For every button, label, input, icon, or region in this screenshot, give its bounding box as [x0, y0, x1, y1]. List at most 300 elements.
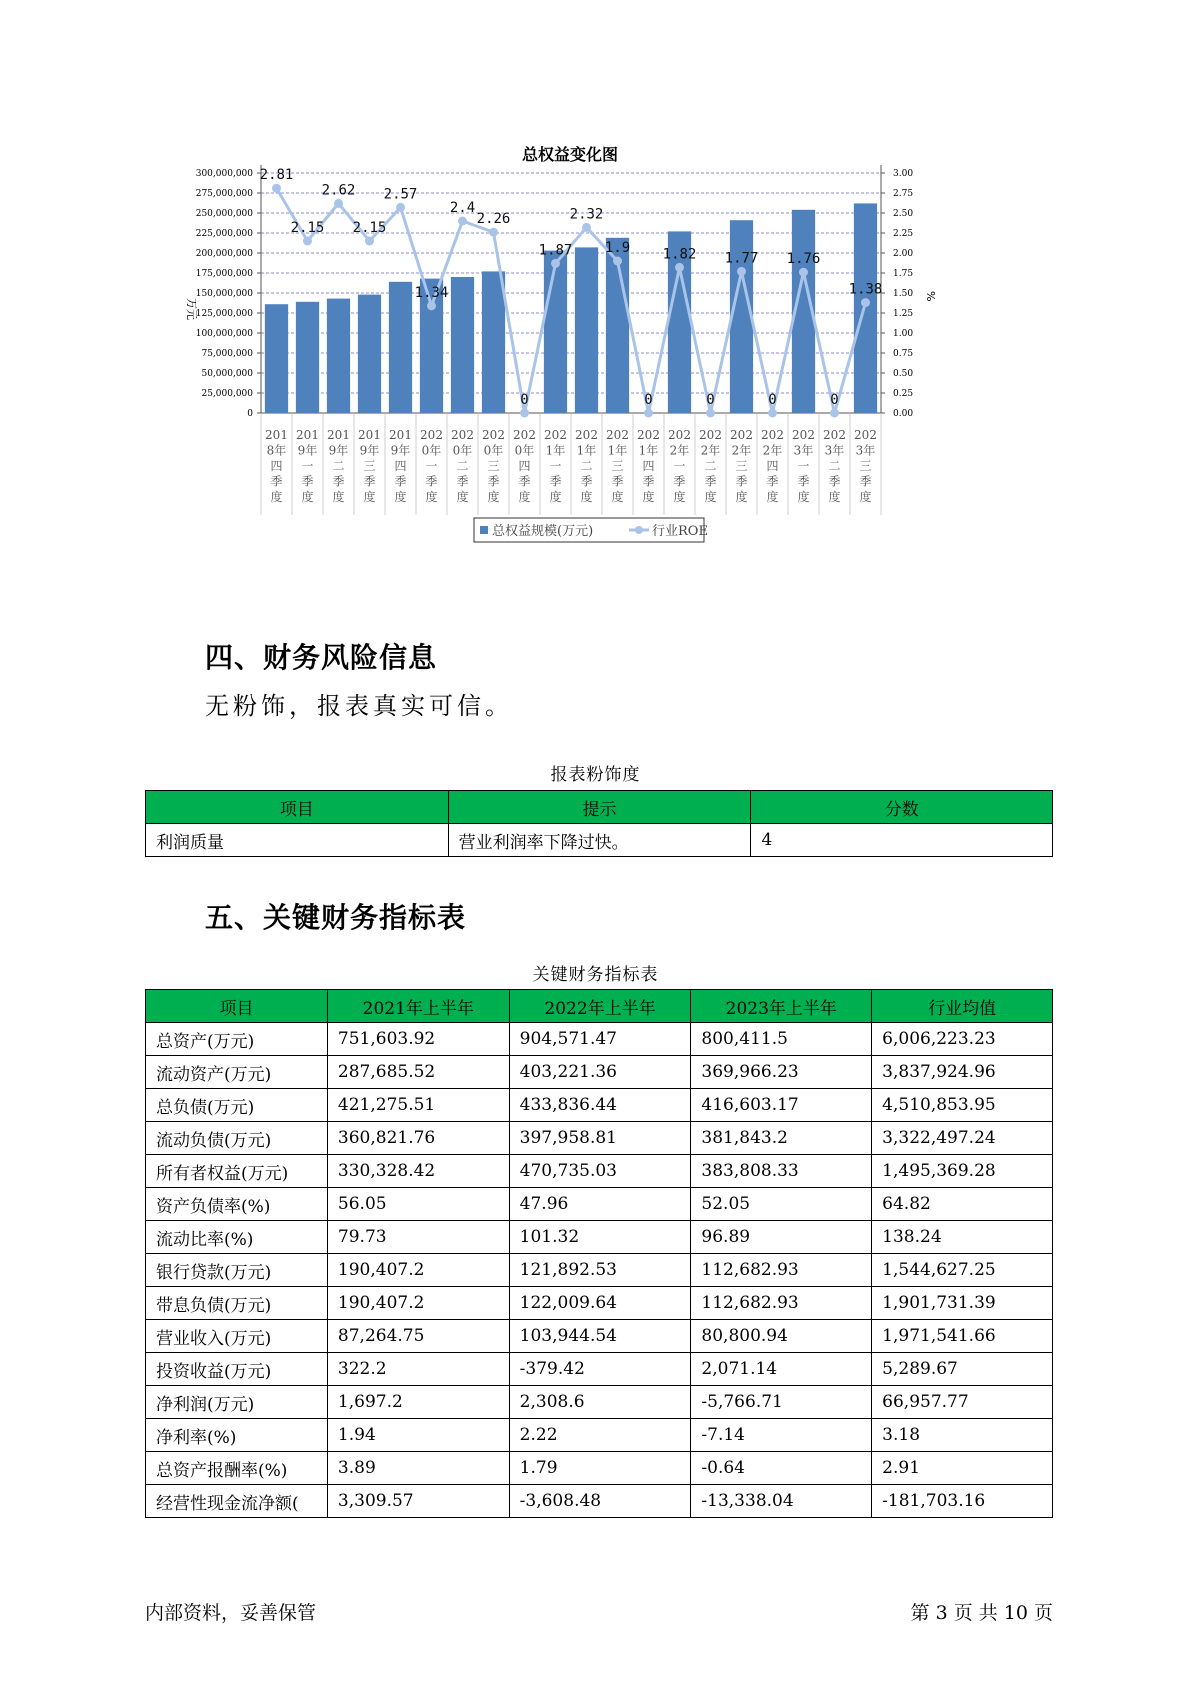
- table-cell: 经营性现金流净额(: [146, 1485, 328, 1518]
- table-cell: -3,608.48: [509, 1485, 691, 1518]
- table-row: [146, 1386, 1053, 1419]
- bar: [544, 251, 567, 413]
- table-row: [146, 1155, 1053, 1188]
- bar: [389, 282, 412, 413]
- table-cell: 112,682.93: [691, 1287, 872, 1320]
- table-cell: 287,685.52: [327, 1056, 509, 1089]
- x-tick-label: 一: [549, 459, 562, 473]
- x-tick-label: 度: [394, 490, 407, 504]
- x-tick-label: 度: [456, 490, 469, 504]
- table-cell: 1.79: [509, 1452, 691, 1485]
- table-cell: 800,411.5: [691, 1023, 872, 1056]
- table-cell: 投资收益(万元): [146, 1353, 328, 1386]
- roe-point: [551, 259, 560, 268]
- roe-point: [706, 409, 715, 418]
- section4-title: 四、财务风险信息: [205, 641, 438, 674]
- table-cell: 1,901,731.39: [872, 1287, 1053, 1320]
- roe-point: [582, 223, 591, 232]
- x-tick-label: 季: [394, 474, 407, 489]
- roe-point: [458, 217, 467, 226]
- x-tick-label: 季: [704, 474, 717, 489]
- table-cell: 80,800.94: [691, 1320, 872, 1353]
- header-cell: 2023年上半年: [691, 990, 872, 1023]
- table-cell: 1,697.2: [327, 1386, 509, 1419]
- x-tick-label: 三: [735, 459, 748, 473]
- table-cell: 流动资产(万元): [146, 1056, 328, 1089]
- x-tick-label: 202: [451, 428, 474, 442]
- roe-point: [334, 199, 343, 208]
- x-tick-label: 度: [859, 490, 872, 504]
- table-cell: 2,071.14: [691, 1353, 872, 1386]
- x-tick-label: 度: [518, 490, 531, 504]
- y-tick-label: 0: [247, 409, 253, 419]
- x-tick-label: 201: [265, 428, 288, 442]
- x-tick-label: 季: [797, 474, 810, 489]
- financial-indicators-table: [145, 989, 1053, 1518]
- x-tick-label: 季: [301, 474, 314, 489]
- table-cell: 397,958.81: [509, 1122, 691, 1155]
- table-cell: 1,971,541.66: [872, 1320, 1053, 1353]
- table-cell: 369,966.23: [691, 1056, 872, 1089]
- x-tick-label: 1年: [607, 443, 628, 458]
- x-tick-label: 度: [704, 490, 717, 504]
- x-tick-label: 201: [296, 428, 319, 442]
- x-tick-label: 三: [363, 459, 376, 473]
- chart-title: 总权益变化图: [521, 145, 618, 164]
- x-tick-label: 2年: [700, 443, 721, 458]
- risk-table: [145, 790, 1053, 857]
- roe-label: 1.9: [604, 240, 631, 256]
- roe-label: 2.15: [352, 220, 387, 236]
- x-tick-label: 三: [611, 459, 624, 473]
- table-cell: 87,264.75: [327, 1320, 509, 1353]
- y-tick-label: 200,000,000: [195, 249, 253, 259]
- x-tick-label: 2年: [669, 443, 690, 458]
- table-cell: 122,009.64: [509, 1287, 691, 1320]
- y2-axis-title: %: [924, 291, 937, 302]
- y2-tick-label: 0.00: [893, 409, 914, 419]
- y2-tick-label: 2.25: [893, 229, 914, 239]
- equity-chart: [170, 138, 970, 598]
- table-row: [146, 1122, 1053, 1155]
- x-tick-label: 202: [792, 428, 815, 442]
- table-cell: 流动比率(%): [146, 1221, 328, 1254]
- bar: [265, 304, 288, 413]
- roe-label: 2.4: [449, 200, 476, 216]
- table-row: [146, 1485, 1053, 1518]
- x-tick-label: 202: [482, 428, 505, 442]
- x-tick-label: 度: [270, 490, 283, 504]
- table-cell: 净利润(万元): [146, 1386, 328, 1419]
- x-tick-label: 9年: [328, 443, 349, 458]
- y-tick-label: 150,000,000: [195, 289, 253, 299]
- table-cell: 3.89: [327, 1452, 509, 1485]
- section5-title: 五、关键财务指标表: [205, 901, 467, 934]
- table-row: [146, 1419, 1053, 1452]
- x-tick-label: 202: [544, 428, 567, 442]
- x-tick-label: 0年: [421, 443, 442, 458]
- fin-table-caption: 关键财务指标表: [532, 965, 659, 985]
- table-cell: 79.73: [327, 1221, 509, 1254]
- roe-point: [365, 237, 374, 246]
- table-cell: 3,309.57: [327, 1485, 509, 1518]
- x-tick-label: 季: [673, 474, 686, 489]
- x-tick-label: 202: [637, 428, 660, 442]
- roe-point: [861, 298, 870, 307]
- footer-page-number: 第 3 页 共 10 页: [910, 1602, 1053, 1624]
- roe-label: 0: [830, 392, 839, 408]
- table-row: [146, 1221, 1053, 1254]
- table-row: [146, 1254, 1053, 1287]
- x-tick-label: 9年: [390, 443, 411, 458]
- x-tick-label: 三: [859, 459, 872, 473]
- table-cell: 904,571.47: [509, 1023, 691, 1056]
- x-tick-label: 3年: [855, 443, 876, 458]
- bar: [296, 302, 319, 413]
- table-cell: -181,703.16: [872, 1485, 1053, 1518]
- legend-line-label: 行业ROE: [652, 524, 708, 539]
- x-tick-label: 四: [394, 459, 407, 473]
- header-cell: 项目: [146, 791, 449, 824]
- x-tick-label: 度: [828, 490, 841, 504]
- x-tick-label: 201: [389, 428, 412, 442]
- roe-label: 1.87: [538, 242, 573, 259]
- x-tick-label: 度: [611, 490, 624, 504]
- y2-tick-label: 3.00: [893, 169, 914, 179]
- x-tick-label: 202: [513, 428, 536, 442]
- table-cell: 净利率(%): [146, 1419, 328, 1452]
- x-tick-label: 1年: [638, 443, 659, 458]
- roe-label: 1.34: [414, 284, 449, 301]
- x-tick-label: 三: [487, 459, 500, 473]
- y-tick-label: 125,000,000: [195, 309, 253, 319]
- x-tick-label: 季: [518, 474, 531, 489]
- table-cell: 2.22: [509, 1419, 691, 1452]
- table-cell: 利润质量: [146, 824, 449, 857]
- table-cell: 3,837,924.96: [872, 1056, 1053, 1089]
- table-cell: 56.05: [327, 1188, 509, 1221]
- x-tick-label: 一: [301, 459, 314, 473]
- roe-point: [799, 268, 808, 277]
- table-cell: 121,892.53: [509, 1254, 691, 1287]
- table-cell: 330,328.42: [327, 1155, 509, 1188]
- table-cell: 总资产(万元): [146, 1023, 328, 1056]
- x-tick-label: 一: [673, 459, 686, 473]
- section4-text: 无粉饰，报表真实可信。: [205, 692, 513, 720]
- x-tick-label: 2年: [731, 443, 752, 458]
- x-tick-label: 二: [332, 459, 345, 473]
- header-cell: 分数: [751, 791, 1053, 824]
- x-tick-label: 四: [270, 459, 283, 473]
- fin-table-header: [146, 990, 1053, 1023]
- y2-tick-label: 0.25: [893, 389, 914, 399]
- roe-label: 2.81: [259, 167, 294, 184]
- table-cell: 5,289.67: [872, 1353, 1053, 1386]
- x-tick-label: 8年: [266, 443, 287, 458]
- table-row: [146, 1089, 1053, 1122]
- risk-table-caption: 报表粉饰度: [550, 765, 641, 785]
- x-tick-label: 201: [358, 428, 381, 442]
- table-cell: 52.05: [691, 1188, 872, 1221]
- table-cell: 103,944.54: [509, 1320, 691, 1353]
- bar: [327, 299, 350, 413]
- table-cell: 3,322,497.24: [872, 1122, 1053, 1155]
- table-cell: 总资产报酬率(%): [146, 1452, 328, 1485]
- table-cell: 190,407.2: [327, 1254, 509, 1287]
- x-tick-label: 201: [327, 428, 350, 442]
- x-tick-label: 3年: [824, 443, 845, 458]
- table-cell: 383,808.33: [691, 1155, 872, 1188]
- x-tick-label: 度: [735, 490, 748, 504]
- x-tick-label: 季: [363, 474, 376, 489]
- x-tick-label: 二: [580, 459, 593, 473]
- y2-tick-label: 1.25: [893, 309, 914, 319]
- header-cell: 行业均值: [872, 990, 1053, 1023]
- x-tick-label: 9年: [297, 443, 318, 458]
- roe-point: [737, 267, 746, 276]
- table-row: [146, 1353, 1053, 1386]
- x-tick-label: 季: [456, 474, 469, 489]
- x-tick-label: 202: [823, 428, 846, 442]
- x-tick-label: 度: [425, 490, 438, 504]
- x-tick-label: 季: [425, 474, 438, 489]
- x-tick-label: 9年: [359, 443, 380, 458]
- table-cell: 381,843.2: [691, 1122, 872, 1155]
- x-tick-label: 四: [766, 459, 779, 473]
- table-cell: 421,275.51: [327, 1089, 509, 1122]
- roe-point: [768, 409, 777, 418]
- y-tick-label: 50,000,000: [201, 369, 253, 379]
- y2-tick-label: 2.00: [893, 249, 914, 259]
- legend-bar-label: 总权益规模(万元): [492, 524, 594, 539]
- x-tick-label: 3年: [793, 443, 814, 458]
- header-cell: 提示: [448, 791, 751, 824]
- table-cell: 1.94: [327, 1419, 509, 1452]
- roe-point: [396, 203, 405, 212]
- chart-svg: [170, 138, 970, 598]
- x-tick-label: 二: [456, 459, 469, 473]
- x-tick-label: 202: [854, 428, 877, 442]
- table-row: [146, 1056, 1053, 1089]
- footer-confidential: 内部资料，妥善保管: [145, 1602, 317, 1624]
- x-tick-label: 季: [332, 474, 345, 489]
- x-tick-label: 度: [549, 490, 562, 504]
- x-tick-label: 202: [606, 428, 629, 442]
- y-tick-label: 100,000,000: [195, 329, 253, 339]
- table-cell: 322.2: [327, 1353, 509, 1386]
- bar: [854, 203, 877, 413]
- y-tick-label: 225,000,000: [195, 229, 253, 239]
- table-cell: 190,407.2: [327, 1287, 509, 1320]
- table-cell: 66,957.77: [872, 1386, 1053, 1419]
- x-tick-label: 四: [642, 459, 655, 473]
- table-row: [146, 824, 1053, 857]
- x-tick-label: 0年: [452, 443, 473, 458]
- y-axis-title: 万元: [185, 298, 198, 320]
- y-tick-label: 75,000,000: [201, 349, 253, 359]
- table-cell: 6,006,223.23: [872, 1023, 1053, 1056]
- roe-label: 0: [520, 392, 529, 408]
- table-row: [146, 1320, 1053, 1353]
- roe-label: 1.82: [662, 246, 697, 263]
- table-cell: 流动负债(万元): [146, 1122, 328, 1155]
- roe-point: [613, 257, 622, 266]
- roe-label: 2.62: [321, 182, 356, 199]
- x-tick-label: 2年: [762, 443, 783, 458]
- roe-point: [489, 228, 498, 237]
- x-tick-label: 度: [363, 490, 376, 504]
- y2-tick-label: 1.00: [893, 329, 914, 339]
- roe-label: 2.57: [383, 186, 418, 203]
- table-cell: -5,766.71: [691, 1386, 872, 1419]
- bar: [575, 247, 598, 413]
- bar: [358, 295, 381, 413]
- roe-label: 2.32: [569, 206, 604, 223]
- x-tick-label: 度: [332, 490, 345, 504]
- table-cell: 101.32: [509, 1221, 691, 1254]
- bar: [482, 271, 505, 413]
- table-cell: 64.82: [872, 1188, 1053, 1221]
- header-cell: 2021年上半年: [327, 990, 509, 1023]
- x-tick-label: 1年: [545, 443, 566, 458]
- y2-tick-label: 2.75: [893, 189, 914, 199]
- legend-line-marker: [635, 526, 643, 534]
- roe-label: 2.26: [476, 211, 511, 228]
- table-cell: -0.64: [691, 1452, 872, 1485]
- x-tick-label: 度: [301, 490, 314, 504]
- x-tick-label: 度: [487, 490, 500, 504]
- x-tick-label: 四: [518, 459, 531, 473]
- table-cell: 带息负债(万元): [146, 1287, 328, 1320]
- roe-label: 1.77: [724, 250, 759, 267]
- x-tick-label: 季: [611, 474, 624, 489]
- table-cell: 1,544,627.25: [872, 1254, 1053, 1287]
- table-cell: 47.96: [509, 1188, 691, 1221]
- table-cell: 1,495,369.28: [872, 1155, 1053, 1188]
- table-cell: 470,735.03: [509, 1155, 691, 1188]
- y2-tick-label: 1.75: [893, 269, 914, 279]
- table-cell: 银行贷款(万元): [146, 1254, 328, 1287]
- table-cell: 所有者权益(万元): [146, 1155, 328, 1188]
- roe-label: 0: [644, 392, 653, 408]
- table-cell: 4: [751, 824, 1053, 857]
- roe-point: [644, 409, 653, 418]
- table-cell: 360,821.76: [327, 1122, 509, 1155]
- x-tick-label: 202: [420, 428, 443, 442]
- y-tick-label: 250,000,000: [195, 209, 253, 219]
- roe-label: 0: [706, 392, 715, 408]
- y2-tick-label: 0.75: [893, 349, 914, 359]
- roe-point: [830, 409, 839, 418]
- table-cell: 416,603.17: [691, 1089, 872, 1122]
- roe-label: 1.76: [786, 251, 821, 268]
- y-tick-label: 300,000,000: [195, 169, 253, 179]
- roe-point: [427, 301, 436, 310]
- table-cell: 资产负债率(%): [146, 1188, 328, 1221]
- y2-tick-label: 0.50: [893, 369, 914, 379]
- table-cell: 营业收入(万元): [146, 1320, 328, 1353]
- legend-bar-swatch: [480, 526, 488, 534]
- x-tick-label: 度: [580, 490, 593, 504]
- x-tick-label: 季: [270, 474, 283, 489]
- x-tick-label: 季: [549, 474, 562, 489]
- x-tick-label: 202: [761, 428, 784, 442]
- table-cell: 138.24: [872, 1221, 1053, 1254]
- x-tick-label: 202: [575, 428, 598, 442]
- x-tick-label: 202: [730, 428, 753, 442]
- table-row: [146, 1188, 1053, 1221]
- roe-label: 0: [768, 392, 777, 408]
- table-cell: 433,836.44: [509, 1089, 691, 1122]
- table-cell: -13,338.04: [691, 1485, 872, 1518]
- table-row: [146, 1023, 1053, 1056]
- x-tick-label: 度: [766, 490, 779, 504]
- roe-label: 2.15: [290, 220, 325, 236]
- roe-point: [272, 184, 281, 193]
- y2-tick-label: 1.50: [893, 289, 914, 299]
- x-tick-label: 季: [580, 474, 593, 489]
- x-tick-label: 0年: [514, 443, 535, 458]
- x-tick-label: 季: [642, 474, 655, 489]
- table-cell: 112,682.93: [691, 1254, 872, 1287]
- x-tick-label: 季: [735, 474, 748, 489]
- table-row: [146, 1287, 1053, 1320]
- table-cell: 403,221.36: [509, 1056, 691, 1089]
- risk-table-header: [146, 791, 1053, 824]
- table-cell: 96.89: [691, 1221, 872, 1254]
- x-tick-label: 0年: [483, 443, 504, 458]
- x-tick-label: 二: [828, 459, 841, 473]
- table-cell: 751,603.92: [327, 1023, 509, 1056]
- x-tick-label: 度: [642, 490, 655, 504]
- roe-point: [675, 263, 684, 272]
- table-cell: 营业利润率下降过快。: [448, 824, 751, 857]
- y2-tick-label: 2.50: [893, 209, 914, 219]
- x-tick-label: 1年: [576, 443, 597, 458]
- table-cell: -7.14: [691, 1419, 872, 1452]
- table-row: [146, 1452, 1053, 1485]
- x-tick-label: 202: [699, 428, 722, 442]
- header-cell: 项目: [146, 990, 328, 1023]
- y-tick-label: 175,000,000: [195, 269, 253, 279]
- x-tick-label: 季: [828, 474, 841, 489]
- table-cell: 总负债(万元): [146, 1089, 328, 1122]
- x-tick-label: 季: [859, 474, 872, 489]
- table-cell: 2.91: [872, 1452, 1053, 1485]
- x-tick-label: 季: [766, 474, 779, 489]
- table-cell: 3.18: [872, 1419, 1053, 1452]
- table-cell: 4,510,853.95: [872, 1089, 1053, 1122]
- roe-point: [303, 237, 312, 246]
- table-cell: 2,308.6: [509, 1386, 691, 1419]
- x-tick-label: 度: [797, 490, 810, 504]
- y-tick-label: 25,000,000: [201, 389, 253, 399]
- fin-table-body: [146, 1023, 1053, 1518]
- x-tick-label: 一: [797, 459, 810, 473]
- header-cell: 2022年上半年: [509, 990, 691, 1023]
- roe-label: 1.38: [848, 281, 883, 298]
- bar: [451, 277, 474, 413]
- x-tick-label: 202: [668, 428, 691, 442]
- y-tick-label: 275,000,000: [195, 189, 253, 199]
- bar: [730, 220, 753, 413]
- roe-point: [520, 409, 529, 418]
- x-tick-label: 季: [487, 474, 500, 489]
- x-tick-label: 二: [704, 459, 717, 473]
- table-cell: -379.42: [509, 1353, 691, 1386]
- x-tick-label: 度: [673, 490, 686, 504]
- x-tick-label: 一: [425, 459, 438, 473]
